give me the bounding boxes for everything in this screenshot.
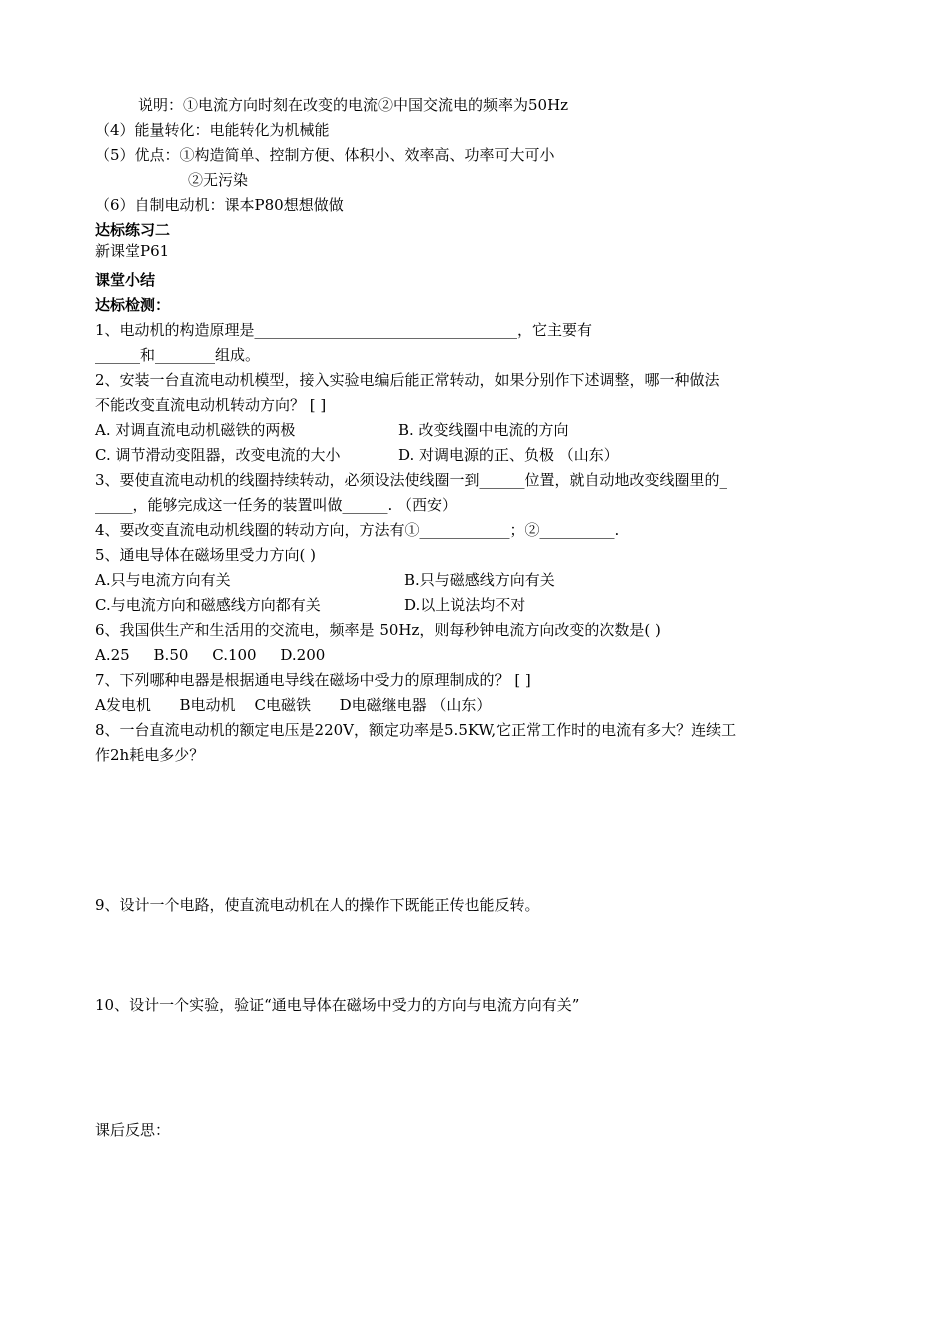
question-3-line-1: 3、要使直流电动机的线圈持续转动，必须设法使线圈一到______位置，就自动地改变线圈里的_ xyxy=(95,471,728,489)
energy-conversion-line: （4）能量转化：电能转化为机械能 xyxy=(95,121,330,139)
section-heading-summary: 课堂小结 xyxy=(95,271,156,289)
question-10: 10、设计一个实验，验证“通电导体在磁场中受力的方向与电流方向有关” xyxy=(95,996,580,1014)
question-2-option-d: D. 对调电源的正、负极 （山东） xyxy=(398,446,619,464)
advantages-line: （5）优点：①构造简单、控制方便、体积小、效率高、功率可大可小 xyxy=(95,146,555,164)
question-2-option-c: C. 调节滑动变阻器，改变电流的大小 xyxy=(95,446,341,464)
section-heading-practice: 达标练习二 xyxy=(95,221,171,239)
question-1-line-1: 1、电动机的构造原理是___________________________________，它主要有 xyxy=(95,321,593,339)
question-5: 5、通电导体在磁场里受力方向( ) xyxy=(95,546,317,564)
after-class-reflection: 课后反思： xyxy=(95,1121,171,1139)
question-2-line-2: 不能改变直流电动机转动方向？ [ ] xyxy=(95,396,327,414)
question-2-option-b: B. 改变线圈中电流的方向 xyxy=(398,421,569,439)
question-3-line-2: _____，能够完成这一任务的装置叫做______. （西安） xyxy=(95,496,458,514)
section-heading-test: 达标检测： xyxy=(95,296,171,314)
question-7-options: A发电机 B电动机 C电磁铁 D电磁继电器 （山东） xyxy=(95,696,492,714)
question-7: 7、下列哪种电器是根据通电导线在磁场中受力的原理制成的？ [ ] xyxy=(95,671,531,689)
diy-motor-line: （6）自制电动机：课本P80想想做做 xyxy=(95,196,344,214)
question-2-line-1: 2、安装一台直流电动机模型，接入实验电编后能正常转动，如果分别作下述调整，哪一种做法 xyxy=(95,371,720,389)
question-1-line-2: ______和________组成。 xyxy=(95,346,261,364)
advantages-line-2: ②无污染 xyxy=(188,171,249,189)
practice-ref-line: 新课堂P61 xyxy=(95,242,170,260)
note-line: 说明：①电流方向时刻在改变的电流②中国交流电的频率为50Hz xyxy=(138,96,569,114)
question-5-option-c: C.与电流方向和磁感线方向都有关 xyxy=(95,596,321,614)
question-4: 4、要改变直流电动机线圈的转动方向，方法有①____________；②__________. xyxy=(95,521,620,539)
question-9: 9、设计一个电路，使直流电动机在人的操作下既能正传也能反转。 xyxy=(95,896,540,914)
question-5-option-d: D.以上说法均不对 xyxy=(404,596,526,614)
question-5-option-a: A.只与电流方向有关 xyxy=(95,571,231,589)
question-6-options: A.25 B.50 C.100 D.200 xyxy=(95,646,326,664)
question-6: 6、我国供生产和生活用的交流电，频率是 50Hz，则每秒钟电流方向改变的次数是( ) xyxy=(95,621,661,639)
question-2-option-a: A. 对调直流电动机磁铁的两极 xyxy=(95,421,296,439)
question-8-line-1: 8、一台直流电动机的额定电压是220V，额定功率是5.5KW,它正常工作时的电流有多大？连续工 xyxy=(95,721,737,739)
question-8-line-2: 作2h耗电多少？ xyxy=(95,746,205,764)
question-5-option-b: B.只与磁感线方向有关 xyxy=(404,571,555,589)
